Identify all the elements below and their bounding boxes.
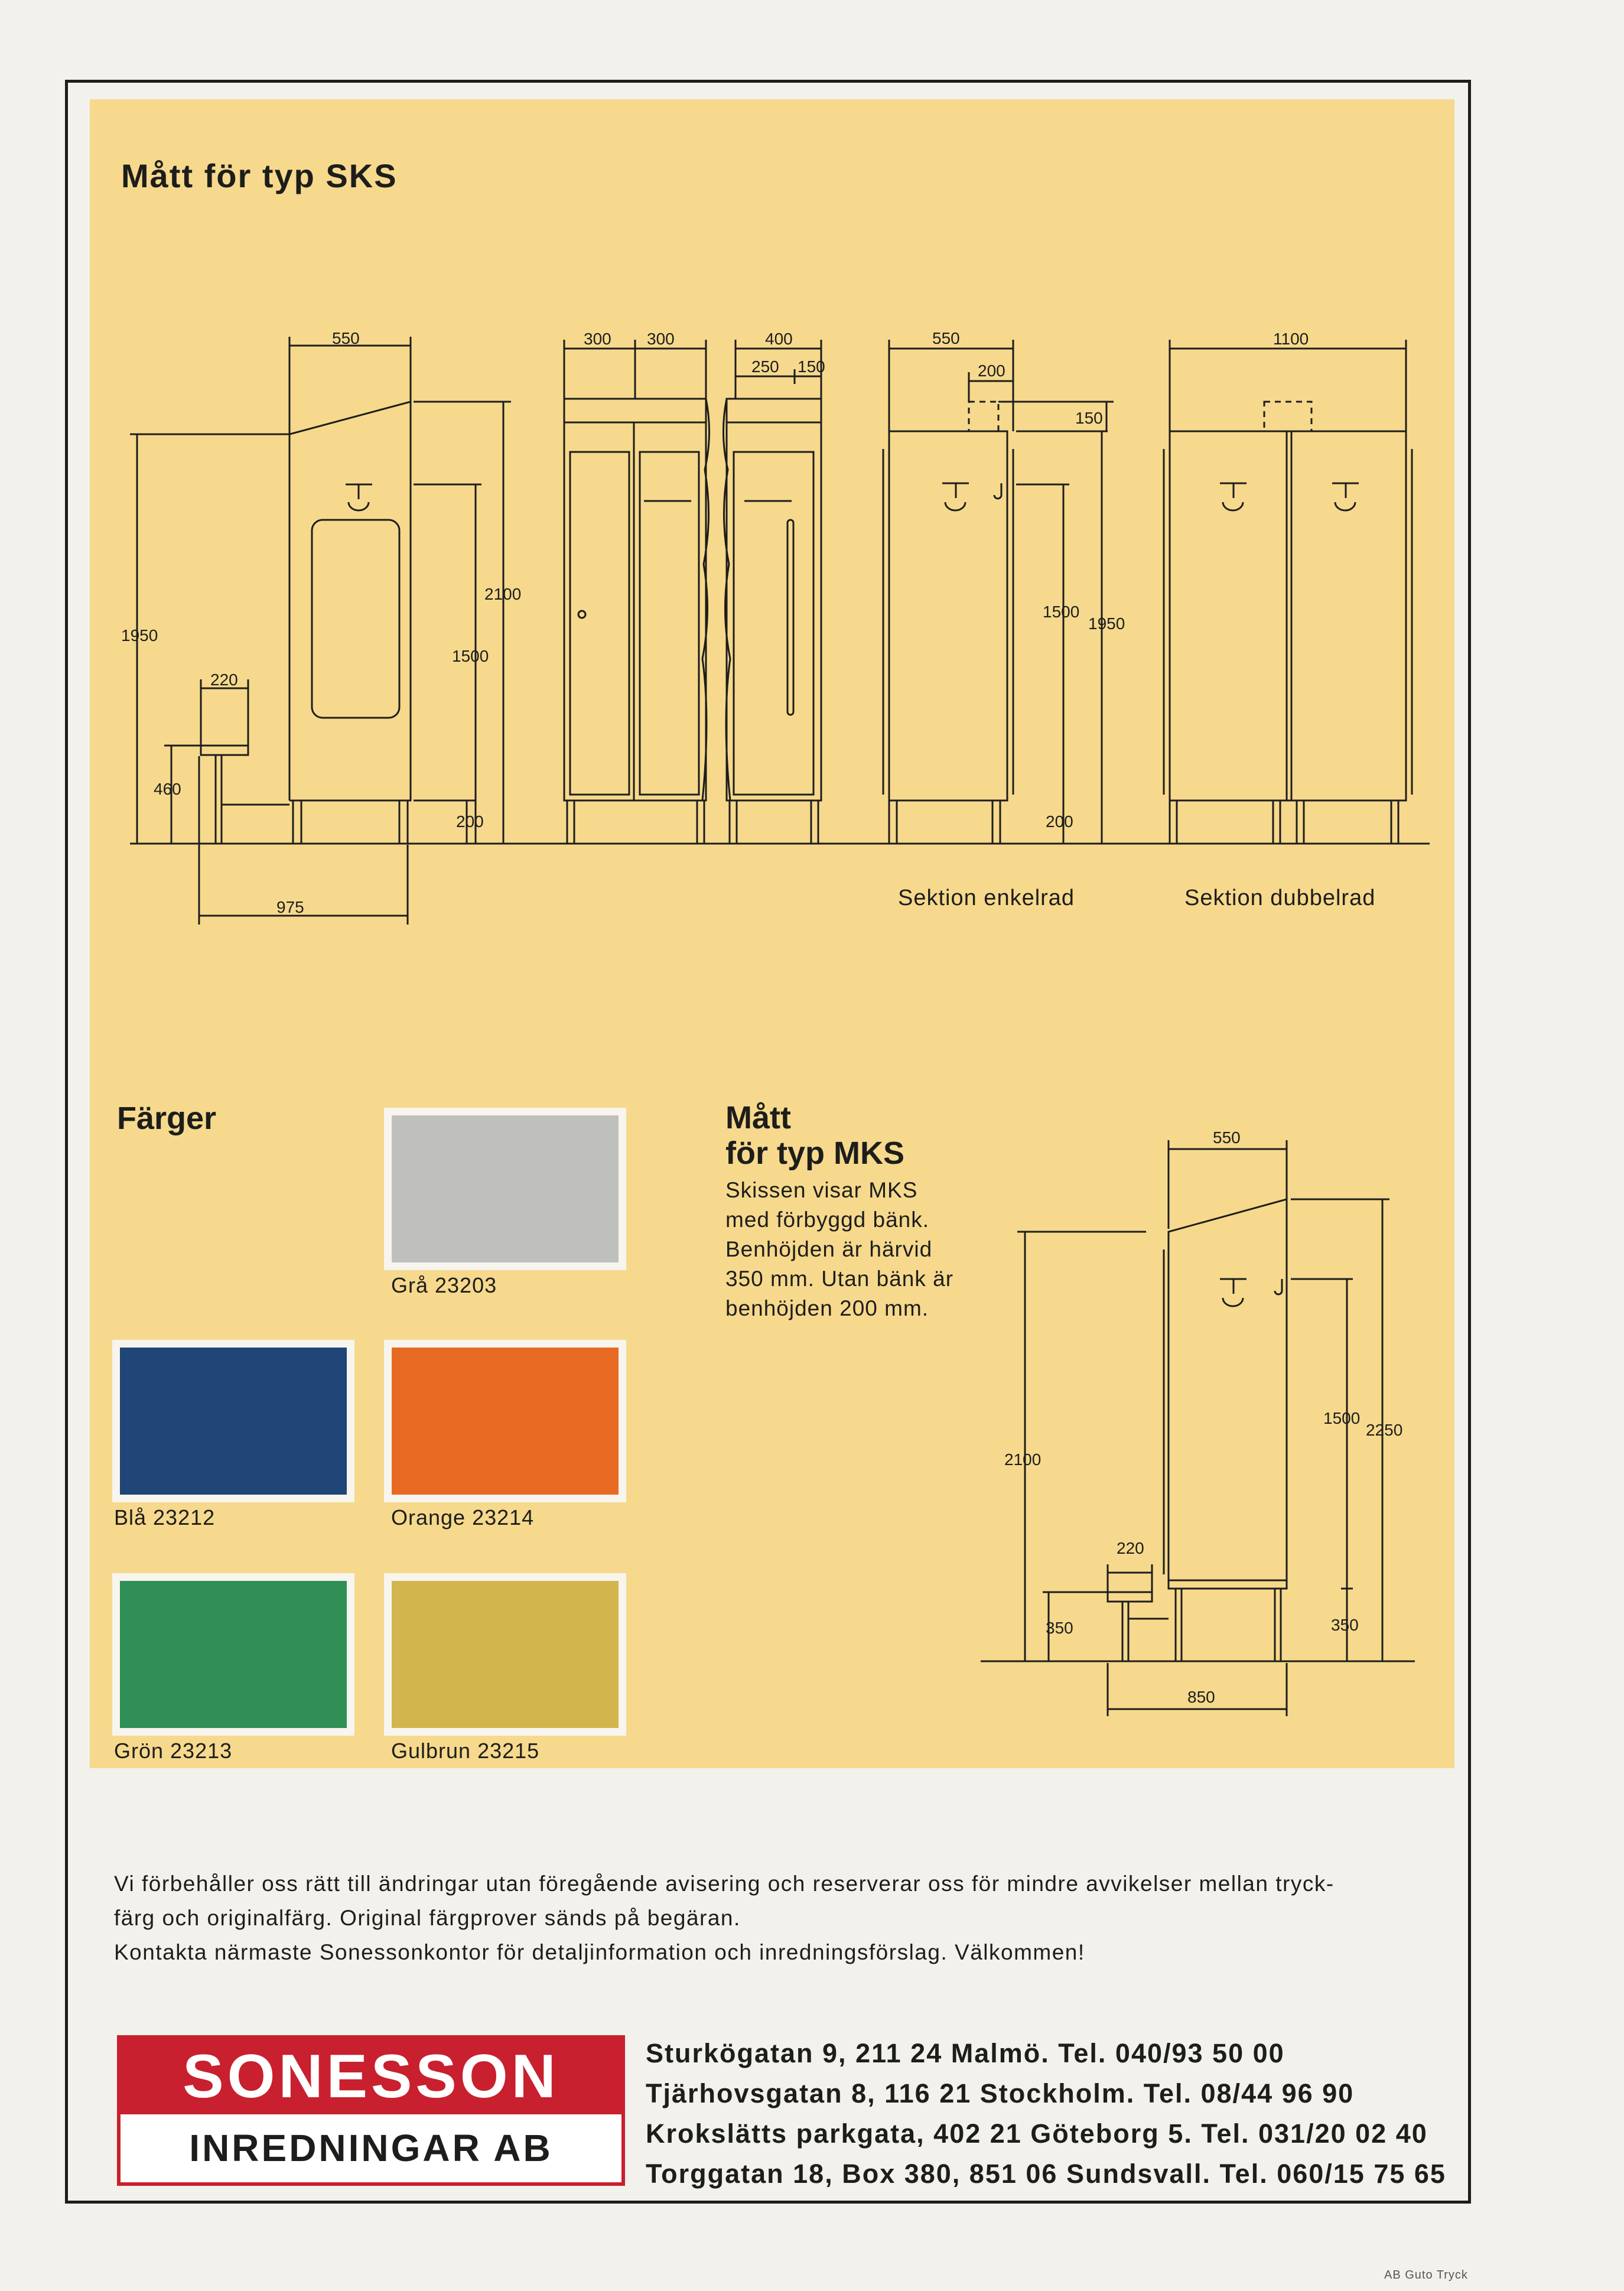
printer-credit: AB Guto Tryck <box>1384 2269 1468 2282</box>
dim-350: 350 <box>1331 1616 1359 1634</box>
dim-460: 460 <box>154 780 181 798</box>
dim-220: 220 <box>210 671 238 689</box>
dim-1950: 1950 <box>1088 614 1125 633</box>
caption-double-row: Sektion dubbelrad <box>1184 886 1376 910</box>
dim-250: 250 <box>751 357 779 376</box>
swatch-label: Grön 23213 <box>114 1739 233 1763</box>
mks-description: Skissen visar MKS med förbyggd bänk. Benhöjden är härvid 350 mm. Utan bänk är benhöjden 200 mm. <box>725 1178 954 1320</box>
swatch-label: Grå 23203 <box>391 1273 497 1297</box>
address-goteborg: Krokslätts parkgata, 402 21 Göteborg 5. Tel. 031/20 02 40 <box>646 2118 1428 2149</box>
address-malmo: Sturkögatan 9, 211 24 Malmö. Tel. 040/93 50 00 <box>646 2038 1285 2068</box>
colors-heading: Färger <box>117 1101 217 1136</box>
caption-single-row: Sektion enkelrad <box>898 886 1075 910</box>
address-stockholm: Tjärhovsgatan 8, 116 21 Stockholm. Tel. 08/44 96 90 <box>646 2078 1355 2108</box>
swatch-label: Gulbrun 23215 <box>391 1739 540 1763</box>
sonesson-logo <box>117 2035 625 2186</box>
dim-2100: 2100 <box>484 585 522 603</box>
disclaimer-note: Vi förbehåller oss rätt till ändringar utan föregående avisering och reserverar oss för mindre avvikelser mellan tryck- färg och originalfärg. Original färgprover sänds på begäran. Kontakta närmaste Sonessonkontor för detaljinformation och inredningsförslag. Välkommen! <box>114 1872 1335 1964</box>
dim-550: 550 <box>332 329 360 347</box>
swatch-label: Orange 23214 <box>391 1505 535 1529</box>
swatch-label: Blå 23212 <box>114 1505 216 1529</box>
dim-400: 400 <box>765 330 793 348</box>
dim-150: 150 <box>1075 409 1103 427</box>
sks-title: Mått för typ SKS <box>121 157 398 194</box>
logo-text-top: SONESSON <box>121 2039 621 2114</box>
dim-850: 850 <box>1187 1688 1215 1706</box>
dim-150: 150 <box>798 357 825 376</box>
address-sundsvall: Torggatan 18, Box 380, 851 06 Sundsvall. Tel. 060/15 75 65 <box>646 2159 1446 2189</box>
dim-300: 300 <box>584 330 611 348</box>
dim-1500: 1500 <box>452 647 489 665</box>
dim-1500: 1500 <box>1323 1409 1361 1427</box>
dim-1100: 1100 <box>1273 330 1309 348</box>
dim-200: 200 <box>456 812 484 831</box>
dim-300: 300 <box>647 330 675 348</box>
dim-975: 975 <box>276 898 304 916</box>
dim-200: 200 <box>978 362 1005 380</box>
logo-text-bottom: INREDNINGAR AB <box>189 2127 553 2169</box>
dim-550: 550 <box>1213 1128 1241 1147</box>
dim-2250: 2250 <box>1366 1421 1403 1439</box>
mks-title: Mått för typ MKS <box>725 1100 904 1171</box>
dim-1950: 1950 <box>121 626 158 645</box>
dim-200: 200 <box>1046 812 1073 831</box>
dim-2100: 2100 <box>1004 1450 1042 1469</box>
dim-350: 350 <box>1046 1619 1073 1637</box>
dim-550: 550 <box>932 329 960 347</box>
dim-220: 220 <box>1117 1539 1144 1557</box>
dim-1500: 1500 <box>1043 603 1080 621</box>
